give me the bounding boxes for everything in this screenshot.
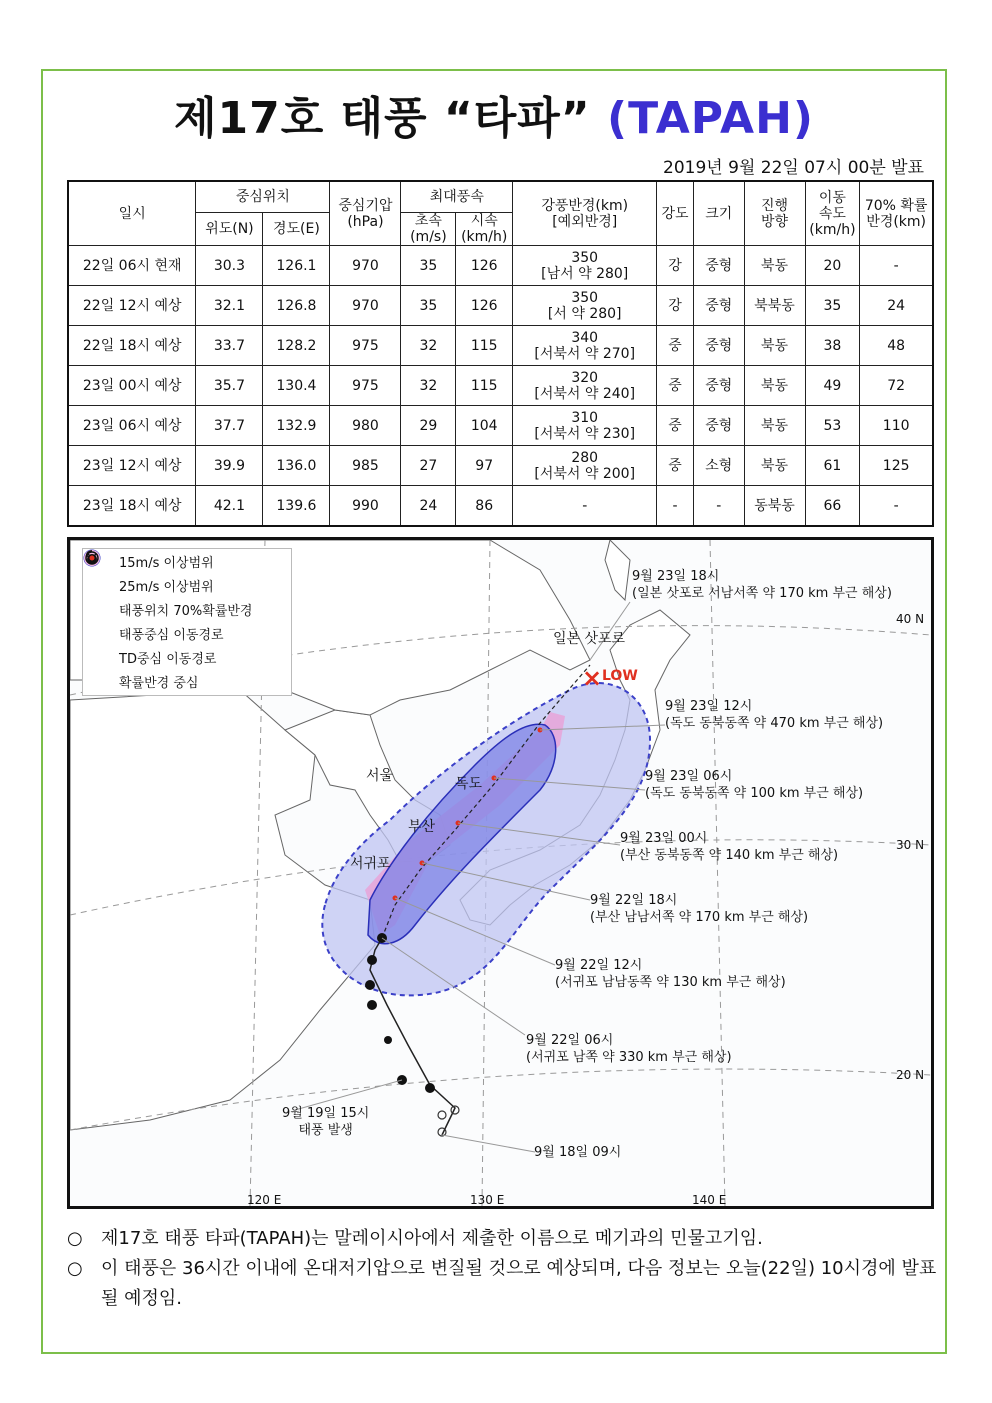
cell-datetime: 23일 00시 예상 (68, 366, 196, 406)
cell-lat: 30.3 (196, 246, 263, 286)
cell-size: - (693, 486, 744, 527)
table-row (68, 326, 933, 366)
cell-size: 중형 (693, 246, 744, 286)
header-max-wind: 최대풍속 (401, 181, 513, 213)
cell-intensity: 강 (657, 286, 694, 326)
table-row (68, 286, 933, 326)
legend-item: 태풍위치 70%확률반경 (83, 597, 291, 621)
cell-datetime: 22일 06시 현재 (68, 246, 196, 286)
header-speed: 이동 속도 (km/h) (805, 181, 860, 246)
table-row (68, 246, 933, 286)
lat-label-20: 20 N (896, 1068, 925, 1082)
cell-direction: 동북동 (744, 486, 805, 527)
annotation: 9월 23일 12시 (독도 동북동쪽 약 470 km 부근 해상) (665, 699, 884, 731)
cell-lon: 126.1 (263, 246, 330, 286)
table-row (68, 486, 933, 527)
cell-radius: 340 [서북서 약 270] (513, 326, 657, 366)
header-lon: 경도(E) (263, 213, 330, 246)
header-radius: 강풍반경(km) [예외반경] (513, 181, 657, 246)
cell-wind-ms: 35 (401, 286, 456, 326)
cell-wind-ms: 24 (401, 486, 456, 527)
cell-lat: 37.7 (196, 406, 263, 446)
note-bullet: ○ (67, 1258, 83, 1279)
cell-direction: 북동 (744, 446, 805, 486)
cell-intensity: 강 (657, 246, 694, 286)
cell-wind-ms: 29 (401, 406, 456, 446)
cell-lon: 128.2 (263, 326, 330, 366)
cell-direction: 북동 (744, 366, 805, 406)
cell-prob: 125 (860, 446, 933, 486)
typhoon-symbol-icon (91, 624, 113, 642)
annotation: 9월 22일 12시 (서귀포 남남동쪽 약 130 km 부근 해상) (555, 958, 786, 990)
cell-pressure: 975 (330, 326, 401, 366)
cell-direction: 북북동 (744, 286, 805, 326)
legend-item: 태풍중심 이동경로 (83, 621, 291, 645)
cell-prob: 48 (860, 326, 933, 366)
cell-speed: 66 (805, 486, 860, 527)
cell-speed: 38 (805, 326, 860, 366)
place-sapporo: 일본 삿포로 (553, 631, 626, 647)
cell-pressure: 970 (330, 246, 401, 286)
note-item (67, 1224, 937, 1254)
cell-size: 중형 (693, 406, 744, 446)
annotation: 9월 22일 18시 (부산 남남서쪽 약 170 km 부근 해상) (590, 893, 809, 925)
cell-lat: 35.7 (196, 366, 263, 406)
cell-wind-ms: 27 (401, 446, 456, 486)
lat-label-30: 30 N (896, 838, 925, 852)
cell-size: 중형 (693, 326, 744, 366)
cell-datetime: 23일 06시 예상 (68, 406, 196, 446)
low-x-icon: × (582, 664, 603, 692)
place-busan: 부산 (408, 819, 436, 835)
cell-intensity: 중 (657, 366, 694, 406)
legend-item: 확률반경 중심 (83, 669, 291, 693)
cell-speed: 49 (805, 366, 860, 406)
title-english: (TAPAH) (607, 93, 815, 144)
header-prob-radius: 70% 확률 반경(km) (860, 181, 933, 246)
cell-wind-kmh: 126 (456, 246, 513, 286)
cell-wind-kmh: 115 (456, 326, 513, 366)
cell-pressure: 975 (330, 366, 401, 406)
cell-radius: 280 [서북서 약 200] (513, 446, 657, 486)
cell-prob: 72 (860, 366, 933, 406)
cell-intensity: 중 (657, 326, 694, 366)
annotation: 9월 22일 06시 (서귀포 남쪽 약 330 km 부근 해상) (526, 1033, 732, 1065)
annotation: 9월 23일 06시 (독도 동북동쪽 약 100 km 부근 해상) (645, 769, 864, 801)
cell-lat: 42.1 (196, 486, 263, 527)
annotation: 9월 23일 00시 (부산 동북동쪽 약 140 km 부근 해상) (620, 831, 839, 863)
issued-time: 2019년 9월 22일 07시 00분 발표 (663, 158, 924, 178)
cell-prob: - (860, 486, 933, 527)
header-lat: 위도(N) (196, 213, 263, 246)
table-row (68, 446, 933, 486)
cell-radius: 310 [서북서 약 230] (513, 406, 657, 446)
cell-radius: 320 [서북서 약 240] (513, 366, 657, 406)
cell-pressure: 980 (330, 406, 401, 446)
cell-pressure: 970 (330, 286, 401, 326)
cell-direction: 북동 (744, 406, 805, 446)
cell-lon: 126.8 (263, 286, 330, 326)
forecast-table (67, 180, 934, 527)
cell-prob: 110 (860, 406, 933, 446)
cell-datetime: 22일 18시 예상 (68, 326, 196, 366)
cell-wind-kmh: 86 (456, 486, 513, 527)
annotation: 9월 18일 09시 (534, 1145, 622, 1160)
note-text: 제17호 태풍 타파(TAPAH)는 말레이시아에서 제출한 이름으로 메기과의 민물고기임. (101, 1228, 763, 1249)
header-pressure: 중심기압 (hPa) (330, 181, 401, 246)
cell-wind-ms: 32 (401, 366, 456, 406)
cell-datetime: 23일 18시 예상 (68, 486, 196, 527)
cell-speed: 20 (805, 246, 860, 286)
cell-radius: - (513, 486, 657, 527)
cell-pressure: 990 (330, 486, 401, 527)
header-datetime: 일시 (68, 181, 196, 246)
lon-label-140: 140 E (692, 1193, 727, 1207)
cell-datetime: 23일 12시 예상 (68, 446, 196, 486)
filled-circle-icon (91, 576, 113, 594)
legend-item: 15m/s 이상범위 (83, 549, 291, 573)
cell-size: 소형 (693, 446, 744, 486)
page-title (41, 82, 947, 146)
cell-lat: 33.7 (196, 326, 263, 366)
cell-size: 중형 (693, 366, 744, 406)
title-korean: 제17호 태풍 “타파” (173, 93, 591, 144)
cell-wind-ms: 32 (401, 326, 456, 366)
cell-radius: 350 [서 약 280] (513, 286, 657, 326)
cell-wind-kmh: 97 (456, 446, 513, 486)
typhoon-track-map (67, 537, 934, 1209)
note-item (67, 1254, 937, 1314)
place-seogwipo: 서귀포 (350, 856, 391, 872)
header-wind-ms: 초속 (m/s) (401, 213, 456, 246)
cell-direction: 북동 (744, 326, 805, 366)
header-size: 크기 (693, 181, 744, 246)
place-dokdo: 독도 (455, 776, 483, 792)
notes-section (67, 1224, 937, 1314)
lon-label-120: 120 E (247, 1193, 282, 1207)
cell-prob: 24 (860, 286, 933, 326)
red-dot-icon (91, 672, 113, 690)
cell-datetime: 22일 12시 예상 (68, 286, 196, 326)
cell-intensity: 중 (657, 446, 694, 486)
cell-lon: 136.0 (263, 446, 330, 486)
map-legend (82, 548, 292, 696)
place-seoul: 서울 (366, 768, 394, 784)
cell-speed: 61 (805, 446, 860, 486)
cell-lat: 39.9 (196, 446, 263, 486)
cell-radius: 350 [남서 약 280] (513, 246, 657, 286)
cell-wind-kmh: 115 (456, 366, 513, 406)
cell-wind-kmh: 104 (456, 406, 513, 446)
table-row (68, 366, 933, 406)
header-intensity: 강도 (657, 181, 694, 246)
pink-circle-icon (91, 600, 113, 618)
cell-wind-kmh: 126 (456, 286, 513, 326)
annotation: 9월 19일 15시 태풍 발생 (282, 1106, 370, 1138)
cell-pressure: 985 (330, 446, 401, 486)
cell-lat: 32.1 (196, 286, 263, 326)
cell-wind-ms: 35 (401, 246, 456, 286)
cell-direction: 북동 (744, 246, 805, 286)
cell-lon: 132.9 (263, 406, 330, 446)
cell-speed: 35 (805, 286, 860, 326)
note-bullet: ○ (67, 1228, 83, 1249)
lon-label-130: 130 E (470, 1193, 505, 1207)
cell-intensity: 중 (657, 406, 694, 446)
header-center-position: 중심위치 (196, 181, 330, 213)
cell-intensity: - (657, 486, 694, 527)
annotation: 9월 23일 18시 (일본 삿포로 서남서쪽 약 170 km 부근 해상) (632, 569, 892, 601)
legend-item: 25m/s 이상범위 (83, 573, 291, 597)
td-symbol-icon (91, 648, 113, 666)
cell-lon: 130.4 (263, 366, 330, 406)
cell-prob: - (860, 246, 933, 286)
table-row (68, 406, 933, 446)
cell-lon: 139.6 (263, 486, 330, 527)
cell-size: 중형 (693, 286, 744, 326)
lat-label-40: 40 N (896, 612, 925, 626)
header-direction: 진행 방향 (744, 181, 805, 246)
cell-speed: 53 (805, 406, 860, 446)
note-text: 이 태풍은 36시간 이내에 온대저기압으로 변질될 것으로 예상되며, 다음 정보는 오늘(22일) 10시경에 발표될 예정임. (101, 1258, 937, 1309)
legend-item: TD중심 이동경로 (83, 645, 291, 669)
low-label: LOW (602, 668, 638, 684)
header-wind-kmh: 시속 (km/h) (456, 213, 513, 246)
